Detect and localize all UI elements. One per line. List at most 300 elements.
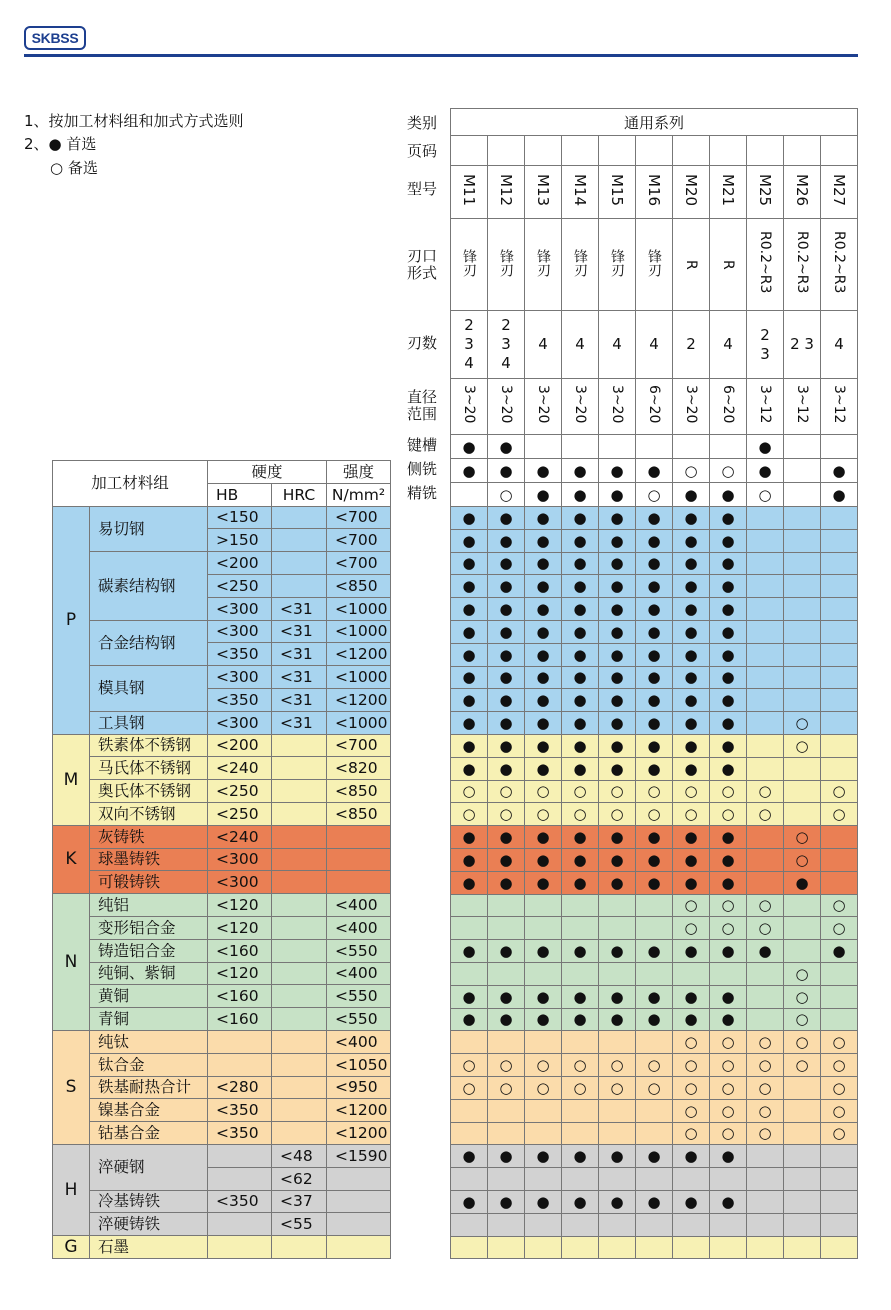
suitability-cell (747, 1145, 784, 1168)
hb-value: <300 (208, 848, 272, 871)
side-suitability: ● (599, 459, 636, 483)
suitability-cell: ○ (525, 1054, 562, 1077)
suitability-cell: ○ (710, 803, 747, 826)
suitability-cell (747, 643, 784, 666)
suitability-cell: ○ (710, 1076, 747, 1099)
suitability-cell (710, 1236, 747, 1259)
side-suitability: ○ (673, 459, 710, 483)
page-cell (710, 136, 747, 166)
material-row (53, 552, 391, 575)
suitability-cell: ● (562, 940, 599, 963)
suitability-cell: ● (636, 871, 673, 894)
suitability-row (451, 917, 858, 940)
suitability-cell (562, 1213, 599, 1236)
strength-value: <950 (327, 1076, 391, 1099)
suitability-cell: ● (710, 507, 747, 530)
suitability-cell: ● (636, 940, 673, 963)
hb-value: <250 (208, 574, 272, 597)
suitability-row (451, 1054, 858, 1077)
edge-cell (821, 219, 858, 311)
suitability-cell (747, 712, 784, 735)
edge-cell (525, 219, 562, 311)
suitability-cell (747, 985, 784, 1008)
suitability-cell (821, 1190, 858, 1213)
flute-count: 4 (649, 335, 659, 353)
suitability-cell (451, 1031, 488, 1054)
suitability-cell: ○ (599, 1054, 636, 1077)
strength-value (327, 825, 391, 848)
suitability-cell: ● (525, 575, 562, 598)
flutes-cell (710, 311, 747, 379)
material-row (53, 1099, 391, 1122)
hb-value: <160 (208, 1008, 272, 1031)
suitability-cell (747, 1168, 784, 1191)
suitability-cell: ● (451, 689, 488, 712)
suitability-cell: ● (673, 598, 710, 621)
suitability-cell: ● (636, 666, 673, 689)
material-row (53, 757, 391, 780)
suitability-cell: ● (488, 689, 525, 712)
suitability-cell: ○ (599, 1076, 636, 1099)
model-name: M15 (608, 173, 626, 207)
suitability-cell: ● (636, 985, 673, 1008)
model-name: M14 (571, 173, 589, 207)
hrc-value (272, 871, 327, 894)
suitability-cell (821, 529, 858, 552)
strength-value (327, 1167, 391, 1190)
suitability-cell: ● (673, 848, 710, 871)
model-name: M27 (830, 173, 848, 207)
keyway-suitability: ● (488, 435, 525, 459)
suitability-cell: ● (525, 712, 562, 735)
suitability-cell: ○ (636, 780, 673, 803)
material-group-header: 加工材料组 (53, 461, 208, 507)
suitability-cell: ● (673, 1190, 710, 1213)
suitability-cell: ● (710, 552, 747, 575)
suitability-cell (525, 962, 562, 985)
diameter-range: 3~20 (461, 385, 477, 424)
spec-row-page (451, 136, 858, 166)
hrc-value: <37 (272, 1190, 327, 1213)
edge-type: R0.2~R3 (831, 231, 847, 294)
suitability-cell: ● (710, 848, 747, 871)
strength-value: <850 (327, 780, 391, 803)
model-cell (710, 166, 747, 219)
suitability-cell (747, 826, 784, 849)
hb-value: <300 (208, 711, 272, 734)
diameter-range: 3~20 (572, 385, 588, 424)
suitability-row (451, 529, 858, 552)
suitability-cell (784, 1145, 821, 1168)
page-cell (784, 136, 821, 166)
flutes-cell (488, 311, 525, 379)
edge-type: R (683, 259, 699, 270)
suitability-cell (562, 917, 599, 940)
hardness-header: 硬度 (208, 461, 327, 484)
edge-cell (599, 219, 636, 311)
hrc-value: <31 (272, 620, 327, 643)
suitability-cell (747, 734, 784, 757)
suitability-cell (488, 894, 525, 917)
suitability-cell (451, 1213, 488, 1236)
hrc-value (272, 1053, 327, 1076)
strength-value: <550 (327, 939, 391, 962)
hrc-value (272, 802, 327, 825)
strength-value: <1050 (327, 1053, 391, 1076)
strength-value: <1590 (327, 1144, 391, 1167)
suitability-cell: ○ (747, 1099, 784, 1122)
material-name: 奥氏体不锈钢 (90, 780, 208, 803)
row-label-category: 类别 (407, 114, 438, 132)
suitability-cell: ● (451, 552, 488, 575)
suitability-cell (488, 1168, 525, 1191)
material-name: 钛合金 (90, 1053, 208, 1076)
finish-suitability: ○ (488, 483, 525, 507)
keyway-suitability (562, 435, 599, 459)
edge-cell (562, 219, 599, 311)
suitability-row (451, 848, 858, 871)
suitability-cell: ● (562, 643, 599, 666)
diameter-range: 6~20 (720, 385, 736, 424)
hrc-value (272, 894, 327, 917)
suitability-cell (821, 848, 858, 871)
diameter-cell (562, 379, 599, 435)
suitability-cell (747, 529, 784, 552)
hb-value: <240 (208, 757, 272, 780)
suitability-cell (562, 1236, 599, 1259)
suitability-cell (525, 1213, 562, 1236)
page-cell (636, 136, 673, 166)
suitability-cell: ● (525, 1145, 562, 1168)
hrc-value (272, 1122, 327, 1145)
hrc-value (272, 734, 327, 757)
page-cell (747, 136, 784, 166)
suitability-cell: ● (784, 871, 821, 894)
edge-type: 锋刃 (572, 248, 588, 277)
edge-cell (710, 219, 747, 311)
suitability-cell (821, 1213, 858, 1236)
suitability-cell: ○ (525, 1076, 562, 1099)
suitability-cell: ● (636, 826, 673, 849)
suitability-cell (488, 1213, 525, 1236)
suitability-cell: ○ (673, 1076, 710, 1099)
suitability-cell: ● (599, 598, 636, 621)
hb-value: <150 (208, 506, 272, 529)
page-cell (451, 136, 488, 166)
finish-suitability: ○ (747, 483, 784, 507)
suitability-cell (747, 962, 784, 985)
suitability-cell: ○ (821, 1076, 858, 1099)
page-cell (562, 136, 599, 166)
suitability-cell (562, 1031, 599, 1054)
flute-count: 4 (834, 335, 844, 353)
spec-row-flutes (451, 311, 858, 379)
suitability-cell (451, 1099, 488, 1122)
strength-value: <700 (327, 506, 391, 529)
suitability-cell: ○ (784, 712, 821, 735)
suitability-cell (488, 1099, 525, 1122)
suitability-cell: ● (599, 848, 636, 871)
suitability-cell (562, 1168, 599, 1191)
suitability-cell: ● (636, 757, 673, 780)
group-code: N (53, 894, 90, 1031)
suitability-cell (599, 1168, 636, 1191)
suitability-cell: ● (673, 552, 710, 575)
suitability-cell: ● (451, 734, 488, 757)
suitability-cell: ○ (784, 1008, 821, 1031)
suitability-cell: ● (488, 985, 525, 1008)
material-row (53, 962, 391, 985)
suitability-cell (784, 803, 821, 826)
diameter-cell (821, 379, 858, 435)
keyway-suitability (673, 435, 710, 459)
suitability-cell: ● (599, 689, 636, 712)
brand-logo (24, 26, 86, 50)
series-title: 通用系列 (451, 109, 858, 136)
suitability-cell: ● (562, 1145, 599, 1168)
spec-row-edge (451, 219, 858, 311)
row-label-diameter: 直径 范围 (407, 388, 438, 423)
suitability-cell (821, 1145, 858, 1168)
diameter-cell (599, 379, 636, 435)
page-cell (599, 136, 636, 166)
suitability-cell (821, 871, 858, 894)
suitability-row (451, 985, 858, 1008)
suitability-cell (784, 575, 821, 598)
suitability-cell: ● (562, 1190, 599, 1213)
suitability-cell (636, 1236, 673, 1259)
suitability-cell: ○ (710, 917, 747, 940)
suitability-cell (747, 848, 784, 871)
suitability-row (451, 689, 858, 712)
model-cell (636, 166, 673, 219)
brand-name: SKBSS (31, 30, 79, 46)
suitability-cell: ● (599, 1008, 636, 1031)
suitability-cell: ○ (451, 803, 488, 826)
material-name: 双向不锈钢 (90, 802, 208, 825)
suitability-cell (488, 962, 525, 985)
suitability-cell: ● (673, 1145, 710, 1168)
suitability-cell: ○ (673, 1031, 710, 1054)
suitability-cell (784, 1122, 821, 1145)
hrc-value (272, 939, 327, 962)
suitability-cell (821, 757, 858, 780)
suitability-cell (636, 894, 673, 917)
keyway-suitability (525, 435, 562, 459)
side-suitability: ● (488, 459, 525, 483)
suitability-cell (821, 643, 858, 666)
suitability-cell (599, 917, 636, 940)
suitability-cell: ● (562, 620, 599, 643)
suitability-row (451, 1008, 858, 1031)
diameter-cell (710, 379, 747, 435)
suitability-row (451, 552, 858, 575)
diameter-range: 3~20 (498, 385, 514, 424)
suitability-cell: ○ (451, 1054, 488, 1077)
material-name: 马氏体不锈钢 (90, 757, 208, 780)
suitability-cell: ● (488, 757, 525, 780)
suitability-cell: ● (562, 734, 599, 757)
flutes-cell (599, 311, 636, 379)
suitability-cell (821, 1236, 858, 1259)
material-row (53, 780, 391, 803)
hrc-value: <31 (272, 688, 327, 711)
flutes-cell (562, 311, 599, 379)
material-name: 镍基合金 (90, 1099, 208, 1122)
suitability-cell: ● (562, 985, 599, 1008)
hrc-value (272, 825, 327, 848)
suitability-cell: ● (525, 689, 562, 712)
suitability-row (451, 1099, 858, 1122)
suitability-cell: ○ (562, 803, 599, 826)
suitability-cell: ● (562, 529, 599, 552)
suitability-cell: ○ (673, 917, 710, 940)
material-row (53, 666, 391, 689)
suitability-cell: ● (488, 848, 525, 871)
suitability-cell: ○ (562, 780, 599, 803)
suitability-cell: ● (599, 507, 636, 530)
suitability-cell: ● (488, 734, 525, 757)
suitability-cell: ● (562, 871, 599, 894)
suitability-cell: ● (636, 529, 673, 552)
suitability-cell: ● (673, 826, 710, 849)
model-cell (784, 166, 821, 219)
keyway-suitability (821, 435, 858, 459)
suitability-cell (525, 1031, 562, 1054)
row-label-edge: 刃口 形式 (407, 247, 438, 282)
model-cell (821, 166, 858, 219)
suitability-cell: ● (488, 620, 525, 643)
flute-count: 2 3 4 (464, 316, 474, 372)
suitability-cell: ● (710, 1190, 747, 1213)
suitability-cell (821, 507, 858, 530)
material-name: 铸造铝合金 (90, 939, 208, 962)
suitability-row (451, 575, 858, 598)
suitability-cell: ● (599, 734, 636, 757)
suitability-cell: ○ (747, 803, 784, 826)
suitability-cell: ○ (784, 1054, 821, 1077)
suitability-cell: ● (488, 1008, 525, 1031)
suitability-cell: ○ (673, 803, 710, 826)
hb-value: <120 (208, 894, 272, 917)
material-name: 纯铝 (90, 894, 208, 917)
material-header-row (53, 461, 391, 484)
edge-type: R0.2~R3 (794, 231, 810, 294)
hb-value: <280 (208, 1076, 272, 1099)
suitability-cell (710, 1168, 747, 1191)
diameter-cell (747, 379, 784, 435)
material-row (53, 916, 391, 939)
suitability-cell: ● (451, 826, 488, 849)
suitability-cell: ○ (525, 803, 562, 826)
suitability-cell (636, 1213, 673, 1236)
suitability-row (451, 1145, 858, 1168)
hb-value: <350 (208, 643, 272, 666)
model-name: M26 (793, 173, 811, 207)
suitability-cell: ○ (747, 917, 784, 940)
material-row (53, 1076, 391, 1099)
suitability-cell: ● (488, 507, 525, 530)
page-cell (525, 136, 562, 166)
strength-value (327, 1236, 391, 1259)
suitability-cell: ○ (784, 826, 821, 849)
group-code: M (53, 734, 90, 825)
suitability-cell (488, 1122, 525, 1145)
page-cell (488, 136, 525, 166)
flutes-cell (821, 311, 858, 379)
suitability-cell: ● (525, 826, 562, 849)
flutes-cell (451, 311, 488, 379)
suitability-cell: ○ (451, 780, 488, 803)
strength-value: <820 (327, 757, 391, 780)
suitability-row (451, 1076, 858, 1099)
suitability-cell (599, 1031, 636, 1054)
hrc-value (272, 780, 327, 803)
suitability-cell: ● (451, 507, 488, 530)
suitability-cell (747, 666, 784, 689)
model-cell (747, 166, 784, 219)
hb-value: <120 (208, 916, 272, 939)
strength-value (327, 871, 391, 894)
side-suitability: ● (562, 459, 599, 483)
hb-value: <350 (208, 1190, 272, 1213)
suitability-cell (747, 552, 784, 575)
suitability-cell: ● (525, 598, 562, 621)
finish-suitability: ● (821, 483, 858, 507)
strength-value: <850 (327, 802, 391, 825)
suitability-cell (599, 962, 636, 985)
strength-value (327, 1190, 391, 1213)
strength-value: <1200 (327, 1122, 391, 1145)
model-name: M13 (534, 173, 552, 207)
flutes-cell (747, 311, 784, 379)
row-label-side: 侧铣 (407, 460, 438, 478)
hrc-value (272, 757, 327, 780)
suitability-cell (821, 620, 858, 643)
side-suitability: ● (821, 459, 858, 483)
suitability-cell: ● (710, 712, 747, 735)
side-suitability: ● (525, 459, 562, 483)
suitability-cell (784, 529, 821, 552)
unit-header: N/mm² (327, 483, 391, 506)
suitability-cell (784, 1236, 821, 1259)
suitability-cell: ○ (821, 803, 858, 826)
suitability-cell: ○ (710, 1031, 747, 1054)
hb-value: <300 (208, 620, 272, 643)
suitability-cell (747, 757, 784, 780)
material-row (53, 825, 391, 848)
strength-value: <1000 (327, 711, 391, 734)
edge-cell (451, 219, 488, 311)
suitability-cell (488, 1236, 525, 1259)
suitability-cell (784, 757, 821, 780)
model-cell (488, 166, 525, 219)
strength-value: <700 (327, 529, 391, 552)
suitability-cell (636, 1168, 673, 1191)
suitability-cell: ● (673, 529, 710, 552)
spec-row-keyway (451, 435, 858, 459)
suitability-cell (673, 962, 710, 985)
suitability-cell: ● (451, 575, 488, 598)
suitability-cell: ● (451, 620, 488, 643)
suitability-cell (451, 1122, 488, 1145)
suitability-cell: ○ (821, 1099, 858, 1122)
hrc-value (272, 552, 327, 575)
suitability-cell: ● (525, 985, 562, 1008)
suitability-cell: ● (488, 940, 525, 963)
suitability-cell: ● (636, 1008, 673, 1031)
suitability-cell: ● (599, 1190, 636, 1213)
